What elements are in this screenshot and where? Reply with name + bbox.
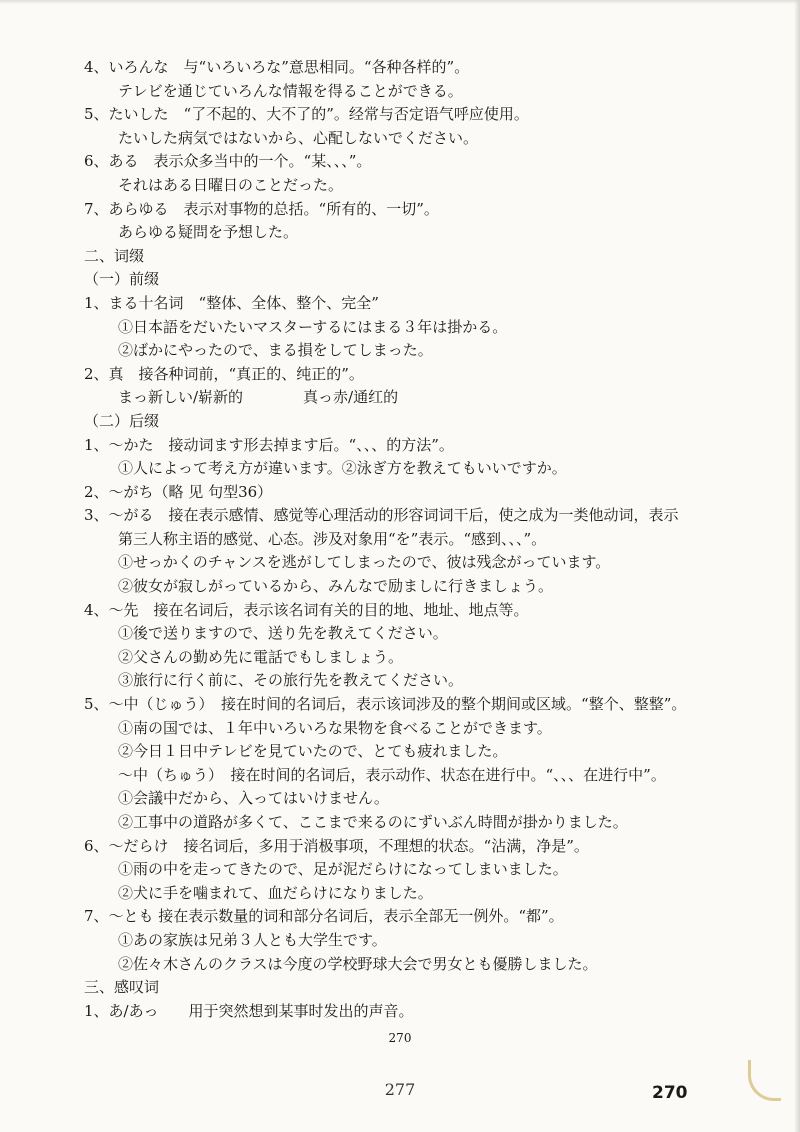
text-line: まっ新しい/崭新的 真っ赤/通红的 — [118, 388, 399, 407]
text-line: ②父さんの勤め先に電話でもしましょう。 — [118, 647, 404, 666]
text-line: 2、～がち（略 见 句型36） — [84, 482, 273, 501]
scan-top-edge — [0, 0, 800, 4]
corner-page-number: 270 — [652, 1083, 688, 1103]
text-line: ②ばかにやったので、まる損をしてしまった。 — [118, 341, 433, 360]
text-line: テレビを通じていろんな情報を得ることができる。 — [118, 81, 463, 100]
text-line: ①日本語をだいたいマスターするにはまる３年は掛かる。 — [118, 317, 508, 336]
text-line: ②工事中の道路が多くて、ここまで来るのにずいぶん時間が掛かりました。 — [118, 813, 628, 831]
text-line: ②佐々木さんのクラスは今度の学校野球大会で男女とも優勝しました。 — [118, 954, 598, 973]
text-line: 3、～がる 接在表示感情、感觉等心理活动的形容词词干后，使之成为一类他动词，表示 — [84, 506, 679, 525]
text-line: 5、～中（じゅう） 接在时间的名词后，表示该词涉及的整个期间或区域。“整个、整整”。 — [84, 695, 687, 714]
text-line: ②犬に手を噛まれて、血だらけになりました。 — [118, 883, 433, 902]
text-line: 1、まる十名词 “整体、全体、整个、完全” — [84, 293, 379, 312]
text-line: （一）前缀 — [84, 270, 160, 289]
text-line: ②彼女が寂しがっているから、みんなで励ましに行きましょう。 — [118, 577, 554, 596]
text-body — [84, 56, 774, 1023]
text-line: 2、真 接各种词前，“真正的、纯正的”。 — [84, 364, 364, 383]
scan-page-number: 277 — [384, 1080, 416, 1099]
text-line: それはある日曜日のことだった。 — [118, 175, 344, 194]
text-line: ①あの家族は兄弟３人とも大学生です。 — [118, 930, 387, 949]
text-line: 5、たいした “了不起的、大不了的”。经常与否定语气呼应使用。 — [84, 105, 529, 124]
inner-page-number: 270 — [388, 1031, 412, 1045]
text-line: ①人によって考え方が違います。②泳ぎ方を教えてもいいですか。 — [118, 459, 567, 478]
text-line: あらゆる疑問を予想した。 — [118, 223, 299, 242]
text-line: ①南の国では、１年中いろいろな果物を食べることができます。 — [118, 718, 552, 737]
text-line: 4、～先 接在名词后，表示该名词有关的目的地、地址、地点等。 — [84, 600, 529, 619]
text-line: たいした病気ではないから、心配しないでください。 — [118, 128, 479, 147]
text-line: 6、～だらけ 接名词后，多用于消极事项，不理想的状态。“沾满，净是”。 — [84, 836, 589, 855]
text-line: 1、あ/あっ 用于突然想到某事时发出的声音。 — [84, 1001, 414, 1020]
text-line: 1、～かた 接动词ます形去掉ます后。“、、、的方法”。 — [84, 435, 454, 454]
text-line: ③旅行に行く前に、その旅行先を教えてください。 — [118, 671, 464, 690]
text-line: 4、いろんな 与“いろいろな”意思相同。“各种各样的”。 — [84, 58, 470, 76]
text-line: （二）后缀 — [84, 411, 160, 430]
text-line: ～中（ちゅう） 接在时间的名词后，表示动作、状态在进行中。“、、、在进行中”。 — [118, 765, 666, 784]
text-line: 6、ある 表示众多当中的一个。“某、、、”。 — [84, 152, 372, 171]
text-line: ①会議中だから、入ってはいけません。 — [118, 789, 389, 808]
text-line: ②今日１日中テレビを見ていたので、とても疲れました。 — [118, 742, 508, 761]
text-line: ①後で送りますので、送り先を教えてください。 — [118, 624, 448, 643]
text-line: 三、感叹词 — [84, 978, 160, 997]
text-line: 7、あらゆる 表示对事物的总括。“所有的、一切”。 — [84, 199, 439, 218]
text-line: ①せっかくのチャンスを逃がしてしまったので、彼は残念がっています。 — [118, 553, 611, 572]
text-line: 7、～とも 接在表示数量的词和部分名词后，表示全部无一例外。“都”。 — [84, 907, 564, 926]
text-line: 二、词缀 — [84, 246, 145, 265]
text-line: ①雨の中を走ってきたので、足が泥だらけになってしまいました。 — [118, 860, 568, 879]
text-line: 第三人称主语的感觉、心态。涉及对象用“を”表示。“感到、、、”。 — [118, 529, 547, 548]
scan-right-edge — [794, 0, 800, 1132]
